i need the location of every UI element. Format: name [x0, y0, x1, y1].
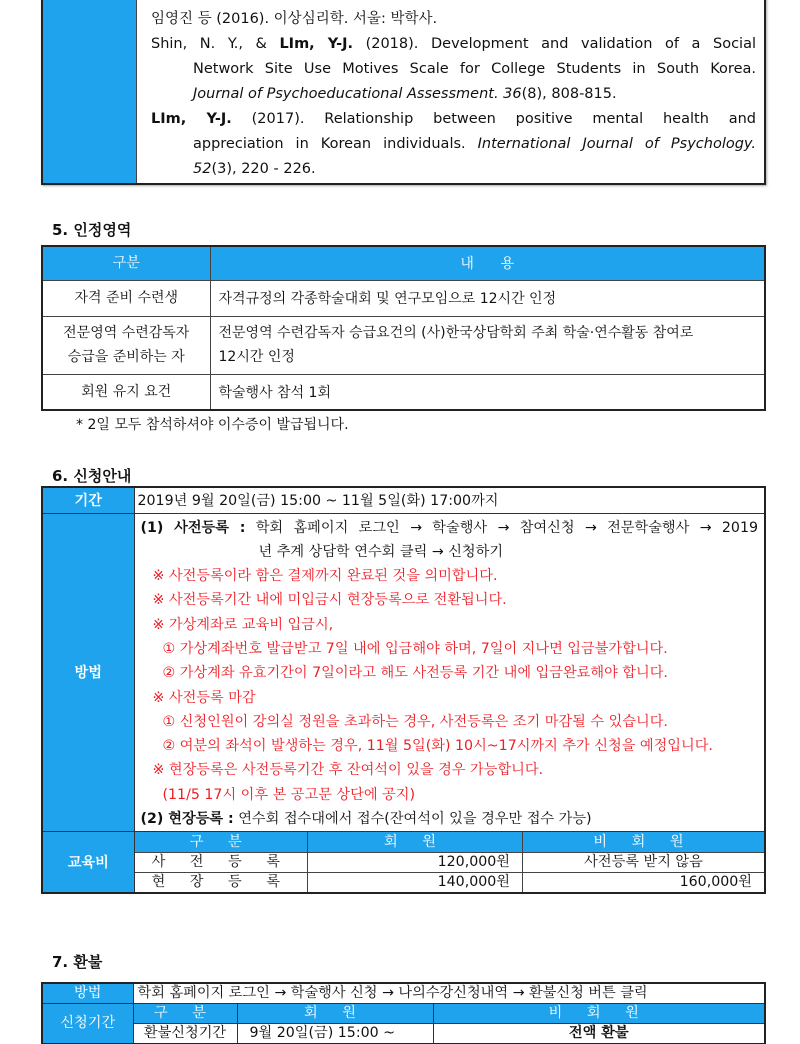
- references-box: [41, 0, 766, 185]
- references-label-cell: [43, 0, 137, 183]
- fee-table: [135, 832, 765, 892]
- section-5-title: 5. 인정영역: [52, 221, 132, 239]
- refund-method-value: 학회 홈페이지 로그인 → 학술행사 신청 → 나의수강신청내역 → 환불신청 버튼 클릭: [133, 983, 765, 1004]
- references-list: [151, 0, 756, 182]
- period-value: 2019년 9월 20일(금) 15:00 ~ 11월 5일(화) 17:00까지: [134, 487, 765, 513]
- period-row: [42, 487, 765, 513]
- header-content: 내 용: [210, 246, 765, 280]
- application-table: [41, 486, 766, 894]
- section-6-title: 6. 신청안내: [52, 467, 132, 485]
- recognition-table: [41, 245, 766, 411]
- section-7-title: 7. 환불: [52, 953, 103, 971]
- fee-row: [42, 832, 765, 894]
- header-category: 구분: [42, 246, 210, 280]
- period-label: 기간: [42, 487, 134, 513]
- reference-item: Shin, N. Y., & LIm, Y-J. (2018). Development and validation of a Social Network Site Use Motives Scale for College Students in South Korea. Journal of Psychoeducational Assessment. 36(8), 808-815.: [151, 36, 756, 102]
- reference-item: 임영진 등 (2016). 이상심리학. 서울: 박학사.: [151, 11, 438, 27]
- refund-period-label: 신청기간: [42, 1004, 133, 1044]
- method-content: (1) 사전등록 : 학회 홈페이지 로그인 → 학술행사 → 참여신청 → 전문학술행사 → 2019 년 추계 상담학 연수회 클릭 → 신청하기 ※ 사전등록이라 함은 결제까지 완료된 것을 의미합니다. ※ 사전등록기간 내에 미입금시 현장등록으로 전환됩니다. ※ 가상계좌로 교육비 입금시, ① 가상계좌번호 발급받고 7일 내에 입금해야 하며, 7일이 지나면 입금불가합니다. ② 가상계좌 유효기간이 7일이라고 해도 사전등록 기간 내에 입금완료해야 합니다. ※ 사전등록 마감 ① 신청인원이 강의실 정원을 초과하는 경우, 사전등록은 조기 마감될 수 있습니다. ② 여분의 좌석이 발생하는 경우, 11월 5일(화) 10시~17시까지 추가 신청을 예정입니다. ※ 현장등록은 사전등록기간 후 잔여석이 있을 경우 가능합니다. (11/5 17시 이후 본 공고문 상단에 공지) (2) 현장등록 : 연수회 접수대에서 접수(잔여석이 있을 경우만 접수 가능): [134, 513, 765, 832]
- table-row: 자격 준비 수련생 자격규정의 각종학술대회 및 연구모임으로 12시간 인정: [42, 280, 765, 316]
- fee-label: 교육비: [42, 832, 134, 894]
- fee-header-row: 구 분 회 원 비 회 원: [135, 832, 765, 852]
- refund-method-label: 방법: [42, 983, 133, 1004]
- table-row: 환불신청기간 9월 20일(금) 15:00 ~ 전액 환불: [42, 1024, 765, 1044]
- refund-header-row: 신청기간 구 분 회 원 비 회 원: [42, 1004, 765, 1024]
- method-label: 방법: [42, 513, 134, 832]
- table-row: 현 장 등 록 140,000원 160,000원: [135, 872, 765, 892]
- table-row: 회원 유지 요건 학술행사 참석 1회: [42, 374, 765, 410]
- reference-item: LIm, Y-J. (2017). Relationship between positive mental health and appreciation in Korean individuals. International Journal of Psychology. 52(3), 220 - 226.: [151, 111, 756, 177]
- attendance-note: * 2일 모두 참석하셔야 이수증이 발급됩니다.: [76, 417, 349, 433]
- method-row: [42, 513, 765, 832]
- table-row: 사 전 등 록 120,000원 사전등록 받지 않음: [135, 852, 765, 872]
- refund-method-row: [42, 983, 765, 1004]
- table-row: 전문영역 수련감독자 승급을 준비하는 자 전문영역 수련감독자 승급요건의 (사)한국상담학회 주최 학술·연수활동 참여로 12시간 인정: [42, 316, 765, 374]
- table-header-row: [42, 246, 765, 280]
- refund-table: [41, 982, 766, 1044]
